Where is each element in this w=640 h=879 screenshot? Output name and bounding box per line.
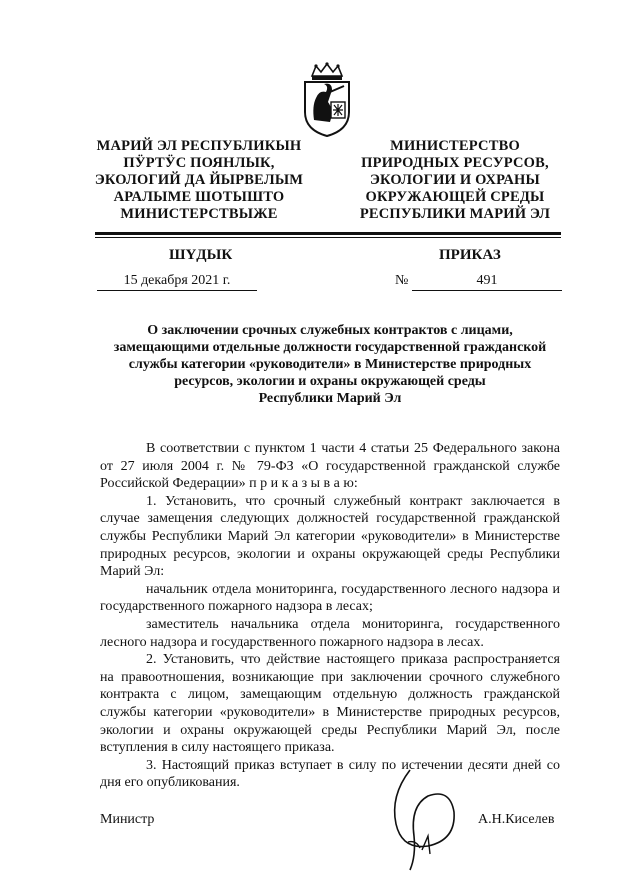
- title-line: ресурсов, экологии и охраны окружающей среды: [174, 374, 486, 389]
- title-line: замещающими отдельные должности государственной гражданской: [113, 340, 547, 355]
- header-right-line: ПРИРОДНЫХ РЕСУРСОВ,: [361, 155, 549, 171]
- signer-position: Министр: [100, 812, 155, 827]
- body-paragraph: 3. Настоящий приказ вступает в силу по истечении десяти дней со дня его опубликования.: [100, 757, 560, 791]
- ministry-name-mari: [92, 138, 306, 223]
- handwritten-signature-icon: [370, 766, 480, 874]
- document-title: [95, 322, 565, 407]
- doc-type-russian: ПРИКАЗ: [439, 247, 501, 263]
- header-right-line: ОКРУЖАЮЩЕЙ СРЕДЫ: [365, 189, 545, 205]
- header-left-line: ПӰРТӰС ПОЯНЛЫК,: [123, 155, 275, 171]
- number-sign: №: [395, 273, 409, 288]
- header-left-line: ЭКОЛОГИЙ ДА ЙЫРВЕЛЫМ: [94, 172, 304, 188]
- header-left-line: АРАЛЫМЕ ШОТЫШТО: [113, 189, 285, 205]
- header-right-line: ЭКОЛОГИИ И ОХРАНЫ: [370, 172, 540, 188]
- header-divider-thin: [95, 237, 561, 238]
- body-paragraph: начальник отдела мониторинга, государственного лесного надзора и государственного пожарного надзора в лесах;: [100, 581, 560, 615]
- body-paragraph: заместитель начальника отдела мониторинга, государственного лесного надзора и государственного пожарного надзора в лесах.: [100, 616, 560, 650]
- header-left-line: МАРИЙ ЭЛ РЕСПУБЛИКЫН: [96, 138, 302, 154]
- title-line: службы категории «руководители» в Министерстве природных: [128, 357, 532, 372]
- header-right-line: МИНИСТЕРСТВО: [390, 138, 520, 154]
- title-line: О заключении срочных служебных контрактов с лицами,: [147, 323, 513, 338]
- title-line: Республики Марий Эл: [258, 391, 402, 406]
- document-body: [100, 440, 560, 792]
- header-divider-thick: [95, 232, 561, 235]
- coat-of-arms-icon: [302, 62, 352, 138]
- body-paragraph: 1. Установить, что срочный служебный контракт заключается в случае замещения следующих должностей государственной гражданской службы Республики Марий Эл категории «руководители» в Министерстве природных ресурсов, экологии и охраны окружающей среды Республики Марий Эл:: [100, 493, 560, 580]
- document-number: 491: [412, 273, 562, 291]
- header-left-line: МИНИСТЕРСТВЫЖЕ: [120, 206, 278, 222]
- signer-name: А.Н.Киселев: [478, 812, 555, 827]
- document-date: 15 декабря 2021 г.: [97, 273, 257, 291]
- ministry-name-russian: [346, 138, 564, 223]
- doc-type-mari: ШҮДЫК: [169, 247, 233, 263]
- body-paragraph: В соответствии с пунктом 1 части 4 статьи 25 Федерального закона от 27 июля 2004 г. № 79-ФЗ «О государственной гражданской службе Российской Федерации» п р и к а з ы в а ю:: [100, 441, 560, 492]
- header-right-line: РЕСПУБЛИКИ МАРИЙ ЭЛ: [359, 206, 551, 222]
- body-paragraph: 2. Установить, что действие настоящего приказа распространяется на правоотношения, возникающие при заключении срочного служебного контракта с лицом, замещающим отдельную должность гражданской службы категории «руководители» в Министерстве природных ресурсов, экологии и охраны окружающей среды Республики Марий Эл, после вступления в силу настоящего приказа.: [100, 652, 560, 756]
